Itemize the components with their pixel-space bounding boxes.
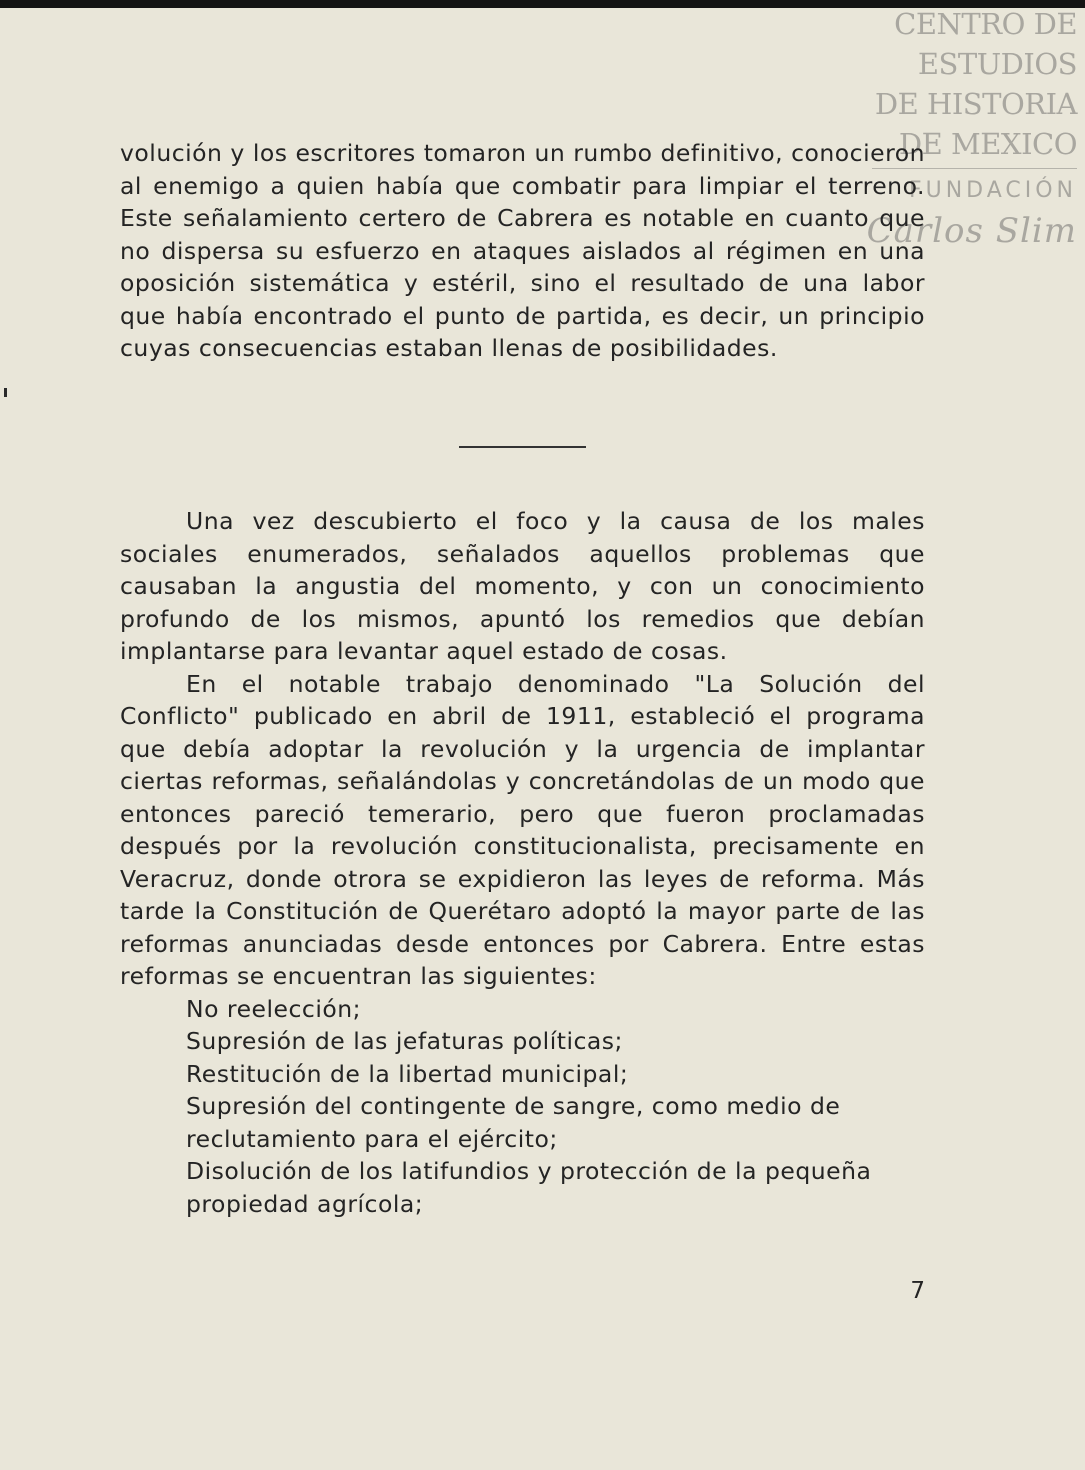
body-section	[120, 505, 925, 1220]
list-item: Supresión de las jefaturas políticas;	[186, 1027, 623, 1055]
list-item: Disolución de los latifundios y protección de la pequeña propiedad agrícola;	[186, 1157, 872, 1218]
continuation-section	[120, 137, 925, 365]
watermark-line: ESTUDIOS	[917, 47, 1077, 81]
paragraph-solucion-conflicto: En el notable trabajo denominado "La Solución del Conflicto" publicado en abril de 1911, estableció el programa que debía adoptar la revolución y la urgencia de implantar ciertas reformas, señalándolas y concretándolas de un modo que entonces pareció temerario, pero que fueron proclamadas después por la revolución constitucionalista, precisamente en Veracruz, donde otrora se expidieron las leyes de reforma. Más tarde la Constitución de Querétaro adoptó la mayor parte de las reformas anunciadas desde entonces por Cabrera. Entre estas reformas se encuentran las siguientes:	[120, 669, 925, 990]
watermark-signature: Carlos Slim	[866, 211, 1077, 251]
section-separator	[459, 446, 586, 448]
watermark-line: DE MEXICO	[898, 127, 1077, 161]
paragraph-remedies: Una vez descubierto el foco y la causa de los males sociales enumerados, señalados aquellos problemas que causaban la angustia del momento, y con un conocimiento profundo de los mismos, apuntó los remedios que debían implantarse para levantar aquel estado de cosas.	[120, 507, 925, 665]
watermark-line: CENTRO DE	[894, 7, 1077, 41]
list-item: Restitución de la libertad municipal;	[186, 1059, 629, 1088]
list-item: No reelección;	[186, 994, 362, 1023]
continuation-paragraph: volución y los escritores tomaron un rumbo definitivo, conocieron al enemigo a quien había que combatir para limpiar el terreno. Este señalamiento certero de Cabrera es notable en cuanto que no dispersa su esfuerzo en ataques aislados al régimen en una oposición sistemática y estéril, sino el resultado de una labor que había encontrado el punto de partida, es decir, un principio cuyas consecuencias estaban llenas de posibilidades.	[120, 139, 925, 362]
list-item: Supresión del contingente de sangre, como medio de reclutamiento para el ejército;	[186, 1092, 841, 1153]
scan-margin-mark	[4, 388, 7, 397]
watermark-foundation: FUNDACIÓN	[908, 178, 1077, 203]
reforms-list	[120, 993, 925, 1221]
page-number: 7	[910, 1278, 925, 1304]
watermark-line: DE HISTORIA	[874, 87, 1077, 121]
